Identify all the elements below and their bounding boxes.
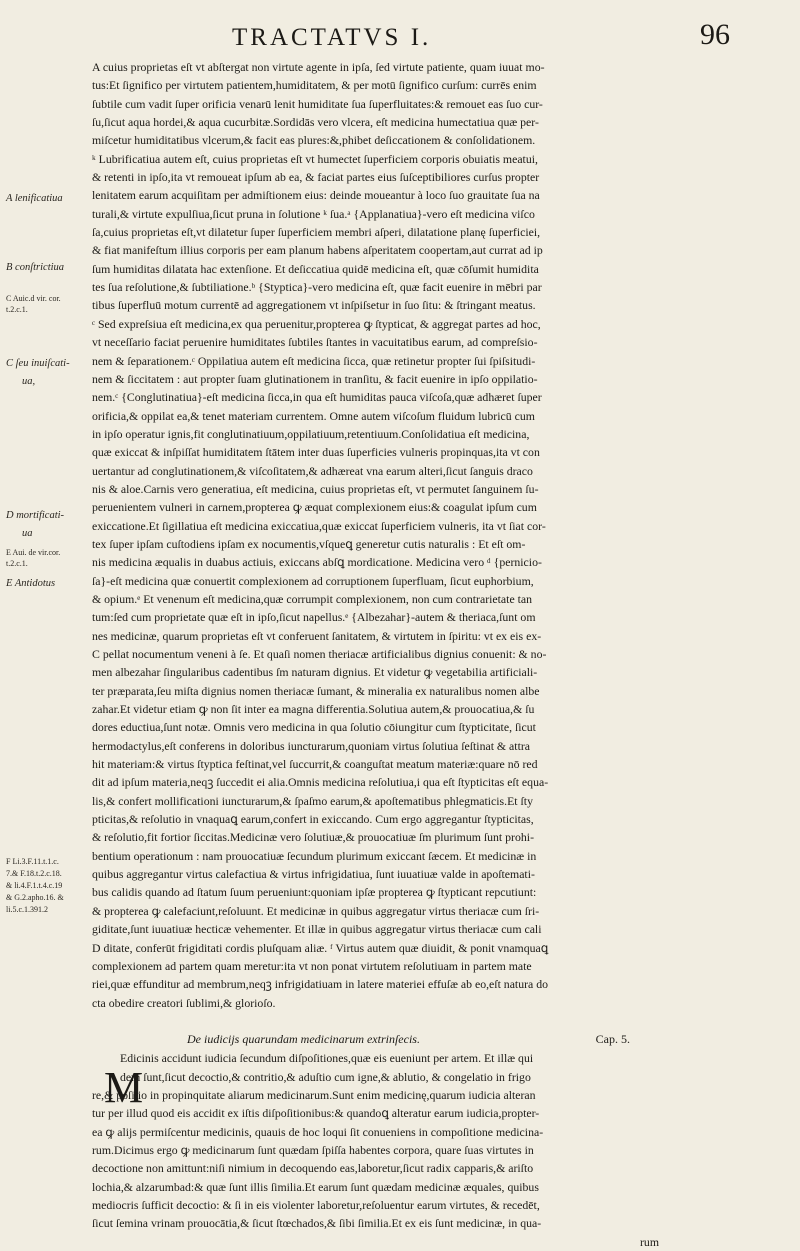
margin-note-d: D mortificati- (6, 510, 65, 521)
text-line: & fiat manifeſtum illius corporis per eam planum habens aſperitatem coopertam,aut currat ad ip (92, 243, 543, 258)
text-line: hit materiam:& virtus ſtyptica feſtinat,vel ſuccurrit,& coanguſtat meatum materiæ:quare nō red (92, 757, 538, 772)
chapter-text (92, 1049, 690, 1251)
text-line: A cuius proprietas eſt vt abſtergat non virtute agente in ipſa, ſed virtute patiente, quam iuuat mo- (92, 60, 545, 74)
text-line (92, 1012, 690, 1030)
text-line: miſcetur humiditatibus vlcerum,& facit eas plures:&,phibet deſiccationem & conſolidationem. (92, 133, 536, 148)
margin-ref-f2: 7.& F.18.t.2.c.18. (6, 869, 62, 878)
text-line: lenitatem earum acquiſitam per admiſtionem eius: deinde moueantur à loco ſuo grauitate ſua na (92, 188, 540, 203)
text-line: turali,& virtute expulſiua,ſicut pruna in ſolutione ᵏ ſua.ᵃ {Applanatiua}-vero eſt medicina viſco (92, 206, 535, 221)
text-line: vt neceſſario faciat peruenire humiditates ſubtiles ſtantes in vacuitatibus earum, ad compreſsio- (92, 335, 538, 350)
text-line: ſubtile cum vadit ſuper orificia venarū lenit humiditate ſua ſuperfluitates:& remouet eas ſuo cur- (92, 96, 543, 111)
text-line: ter præparata,ſeu miſta dignius nomen theriacæ ſumant, & mineralia ex naturalibus nomen albe (92, 683, 540, 698)
margin-ref-f4: & G.2.apho.16. & (6, 893, 64, 902)
text-line: riei,quæ effunditur ad membrum,neqꝫ infrigidatiuam in latere materiei effuſæ ab eo,eſt natura do (92, 977, 549, 992)
text-line: & opium.ᵉ Et venenum eſt medicina,quæ corrumpit complexionem, non cum contrarietate tan (92, 591, 533, 606)
text-line: ſum humiditas dilatata hac extenſione. Et deſiccatiua quidē medicina eſt, quæ cōſumit humidita (92, 261, 539, 276)
text-line: peruenientem vulneri in carnem,propterea ꝙ æquat complexionem eius:& coagulat ipſum cum (92, 500, 537, 515)
text-line: ſa}-eſt medicina quæ conuertit complexionem ad corruptionem ſuperfluam, ſicut euphorbium, (92, 573, 534, 588)
text-line: quæ exiccat & inſpiſſat humiditatem ſtātem inter duas ſuperficies vulneris propinquas,ita vt con (92, 445, 540, 460)
margin-ref-f5: li.5.c.1.391.2 (6, 905, 48, 914)
section-subtitle: De iudicijs quarundam medicinarum extrinſecis. (187, 1032, 420, 1047)
margin-note-b: B conſtrictiua (6, 262, 65, 273)
text-line: ſa,cuius proprietas eſt,vt dilatetur ſuper ſuperficiem membri aſperi, dilatatione planę ſuperficiei, (92, 225, 541, 240)
text-line: men albezahar ſingularibus cadentibus ſm naturam dignius. Et videtur ꝙ vegetabilia artificiali- (92, 665, 538, 680)
text-line: tex ſuper ipſam cuſtodiens ipſam ex nocumentis,vſqueꝗ generetur cutis naturalis : Et eſt om- (92, 536, 526, 551)
text-line: & retenti in ipſo,ita vt remoueat ipſum ab ea, & faciat partes eius ſuſceptibiliores curſus propter (92, 170, 540, 185)
text-line: Edicinis accidunt iudicia ſecundum diſpoſitiones,quæ eis eueniunt per artem. Et illæ qui (120, 1051, 534, 1066)
text-line: orificia,& oppilat ea,& tenet materiam currentem. Omne autem viſcoſum fluidum lubricū cum (92, 408, 535, 423)
text-line: exiccatione.Et ſigillatiua eſt medicina exiccatiua,quæ exiccat ſuperficiem vulneris, ita vt ſiat cor- (92, 518, 546, 533)
margin-note-a: A lenificatiua (6, 193, 63, 204)
text-line: D ditate, conferūt frigiditati cordis pluſquam aliæ. ᶠ Virtus autem quæ diuidit, & ponit vnamquaꝗ (92, 940, 549, 955)
text-line: nem & ſiccitatem : aut propter ſuam glutinationem in tranſitu, & facit euenire in ipſo oppilatio- (92, 371, 538, 386)
text-line: ſicut ſemina vrinam prouocātia,& ſicut ſtœchados,& ſibi ſimilia.Et ex eis ſunt medicinæ, in qua- (92, 1216, 542, 1231)
text-line: tus:Et ſignifico per virtutem patientem,humiditatem, & per motū ſignifico curſum: currēs enim (92, 78, 537, 93)
margin-ref-f3: & li.4.F.1.t.4.c.19 (6, 881, 63, 890)
text-line: bentium operationum : nam prouocatiuæ ſecundum plurimum exiccant ſæcem. Et medicinæ in (92, 848, 537, 863)
text-line: nis medicina æqualis in duabus actiuis, exiccans abſꝗ mordicatione. Medicina vero ᵈ {pernicio- (92, 555, 542, 570)
text-line: re,& poſitio in propinquitate aliarum medicinarum.Sunt enim medicinę,quarum iudicia alteran (92, 1087, 536, 1102)
running-title: TRACTATVS I. (232, 24, 432, 51)
text-line: decoctione non amittunt:niſi nimium in decoquendo eas,laboretur,ſicut radix capparis,& ariſto (92, 1161, 534, 1176)
main-text-block (92, 58, 690, 1251)
text-line: pticitas,& reſolutio in vnaquaꝗ earum,confert in exiccando. Cum ergo aggregantur ſtypticitas, (92, 812, 534, 827)
text-line: C pellat nocumentum veneni à ſe. Et quaſi nomen theriacæ artificialibus dignius conuenit: & no- (92, 647, 547, 661)
page-header (0, 14, 800, 54)
margin-ref-f1: F Li.3.F.11.t.1.c. (6, 857, 59, 866)
text-line: mediocris ſufficit decoctio: & ſi in eis violenter laboretur,reſoluentur earum virtutes, & recedēt, (92, 1197, 540, 1212)
text-line: rum.Dicimus ergo ꝙ medicinarum ſunt quædam ſpiſſa habentes corpora, quare ſuas virtutes in (92, 1142, 534, 1157)
text-line: nem & ſeparationem.ᶜ Oppilatiua autem eſt medicina ſicca, quæ retinetur propter ſui ſpiſsitudi- (92, 353, 536, 368)
folio-number: 96 (700, 18, 730, 51)
margin-ref-e: E Aui. de vir.cor. t.2.c.1. (6, 548, 61, 568)
text-line: tibus ſuperfluū motum currentē ad aggregationem vt inſpiſsetur in ſuo ſitu: & ſtringant meatus. (92, 298, 536, 313)
text-line: tum:ſed cum proprietate quæ eſt in ipſo,ſicut napellus.ᵉ {Albezahar}-autem & theriaca,ſunt om (92, 610, 536, 625)
text-line: ſu,ſicut aqua hordei,& aqua cucurbitæ.Sordidās vero vlcera, eſt medicina humectatiua quæ per- (92, 115, 539, 130)
text-line: & propterea ꝙ calefaciunt,reſoluunt. Et medicinæ in quibus aggregatur virtus theriacæ cum ſri- (92, 903, 540, 918)
text-line: uertantur ad conglutinationem,& viſcoſitatem,& adhæreat vna earum alteri,ſicut ſanguis draco (92, 463, 533, 478)
text-line: tes ſua reſolutione,& ſubtiliatione.ᵇ {Styptica}-vero medicina eſt, quæ facit euenire in mēbri par (92, 280, 542, 295)
margin-note-c-cont: ua, (22, 376, 36, 387)
text-line: & reſolutio,fit fortior ſiccitas.Medicinæ vero ſolutiuæ,& prouocatiuæ ſm plurimum ſunt prohi- (92, 830, 534, 845)
text-line: ea ꝙ alijs permiſcentur medicinis, quauis de hoc loqui ſit conueniens in compoſitione medicina- (92, 1124, 544, 1139)
text-line: complexionem ad partem quam meretur:ita vt non ponat virtutem reſolutiuam in partem mate (92, 958, 532, 973)
text-line: giditate,ſunt iuuatiuæ hecticæ vehementer. Et illæ in quibus aggregatur virtus theriacæ cum cali (92, 922, 542, 937)
text-line: dores eductiua,ſunt notæ. Omnis vero medicina in qua ſolutio cōiungitur cum ſtypticitate, ſicut (92, 720, 536, 735)
margin-note-e: E Antidotus (6, 578, 56, 589)
text-line: bus calidis quando ad ſtatum ſuum perueniunt:quoniam ipſæ propterea ꝙ ſtypticant repcutiunt: (92, 885, 537, 900)
margin-ref-c: C Auic.d vir. cor. t.2.c.1. (6, 294, 61, 314)
text-line: rum (640, 1234, 660, 1249)
text-line: lis,& confert mollificationi iuncturarum,& ſpaſmo earum,& apoſtematibus phlegmaticis.Et ſty (92, 793, 533, 808)
text-line: nis & aloe.Carnis vero generatiua, eſt medicina, cuius proprietas eſt, vt permutet ſanguinem ſu- (92, 481, 539, 496)
text-line: lochia,& alzarumbad:& quæ ſunt illis ſimilia.Et earum ſunt quædam medicinæ æquales, quibus (92, 1179, 539, 1194)
text-line: in ipſo operatur ignis,fit conglutinatiuum,oppilatiuum,retentiuum.Conſolidatiua eſt medicina, (92, 426, 530, 441)
section-subtitle-row (92, 1030, 690, 1049)
text-line: ᵏ Lubrificatiua autem eſt, cuius proprietas eſt vt humectet ſuperficiem corporis obuiatis meatui, (92, 151, 538, 166)
margin-note-d-cont: ua (22, 528, 33, 539)
text-line: quibus aggregantur virtus calefactiua & virtus infrigidatiua, ſunt iuuatiuæ valde in apoſtemati- (92, 867, 535, 882)
text-line: ᶜ Sed expreſsiua eſt medicina,ex qua peruenitur,propterea ꝙ ſtypticat, & aggregat partes ad hoc, (92, 316, 541, 331)
text-line: nes medicinæ, quarum proprietas eſt vt conferuent ſanitatem, & virtutem in ſpiritu: vt ex eis ex- (92, 628, 542, 643)
text-line: zahar.Et videtur etiam ꝙ non ſit inter ea magna differentia.Solutiua autem,& prouocatiua,& ſu (92, 702, 535, 717)
text-line: hermodactylus,eſt conferens in doloribus iuncturarum,quoniam virtus ſolutiua ſeſtinat & attra (92, 738, 531, 753)
text-line: dit ad ipſum materia,neqꝫ ſuccedit ei alia.Omnis medicina reſolutiua,i qua eſt ſtypticitas eſt equa- (92, 775, 549, 790)
text-line: cta obedire creatori ſublimi,& glorioſo. (92, 995, 276, 1010)
chapter-label: Cap. 5. (595, 1032, 630, 1047)
margin-note-c: C ſeu inuiſcati- (6, 358, 70, 369)
text-line: dem ſunt,ſicut decoctio,& contritio,& aduſtio cum igne,& ablutio, & congelatio in frigo (120, 1069, 531, 1084)
text-line: nem.ᶜ {Conglutinatiua}-eſt medicina ſicca,in qua eſt humiditas pauca viſcoſa,quæ adhæret ſuper (92, 390, 542, 405)
text-line: tur per illud quod eis accidit ex iſtis diſpoſitionibus:& quandoꝗ alteratur earum iudicia,propter- (92, 1106, 540, 1121)
chapter-initial: M (104, 1063, 144, 1112)
